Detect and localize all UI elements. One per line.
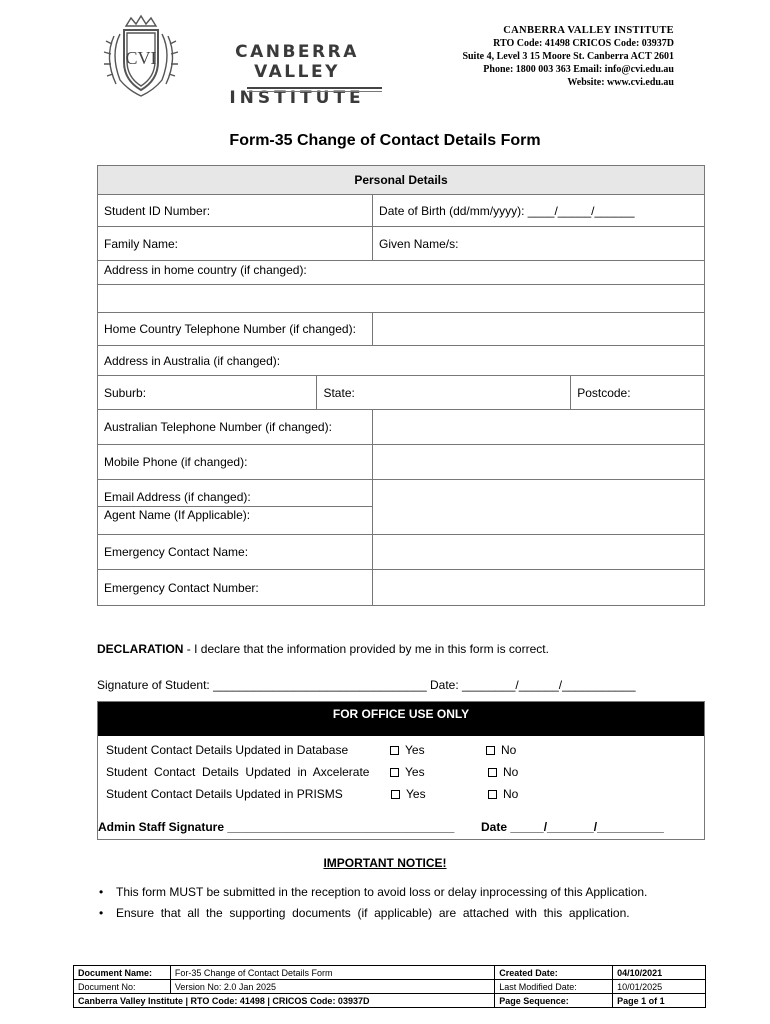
notice-item: • Ensure that all the supporting documents (if applicable) are attached with this application. bbox=[97, 903, 667, 924]
logo-line-1: CANBERRA VALLEY bbox=[235, 42, 359, 82]
home-address-field[interactable] bbox=[98, 285, 705, 313]
student-id-field[interactable]: Student ID Number: bbox=[98, 195, 373, 227]
australian-phone-field[interactable] bbox=[373, 410, 705, 445]
logo-line-2: INSTITUTE bbox=[229, 88, 365, 108]
mobile-phone-field[interactable] bbox=[373, 445, 705, 480]
footer-doc-no: Version No: 2.0 Jan 2025 bbox=[170, 980, 494, 994]
office-row-prisms-no[interactable]: No bbox=[488, 787, 518, 801]
institute-website: Website: www.cvi.edu.au bbox=[567, 77, 674, 88]
australian-phone-label: Australian Telephone Number (if changed): bbox=[98, 410, 373, 445]
document-footer-table bbox=[73, 965, 706, 1008]
home-phone-label: Home Country Telephone Number (if changed): bbox=[98, 313, 373, 346]
email-agent-field[interactable] bbox=[373, 480, 705, 535]
footer-modified-date: 10/01/2025 bbox=[613, 980, 706, 994]
state-field[interactable]: State: bbox=[317, 376, 571, 410]
emergency-contact-name-label: Emergency Contact Name: bbox=[98, 535, 373, 570]
office-row-database-yes[interactable]: Yes bbox=[390, 743, 425, 757]
footer-modified-label: Last Modified Date: bbox=[495, 980, 613, 994]
document-header bbox=[0, 8, 770, 108]
institute-phone-email: Phone: 1800 003 363 Email: info@cvi.edu.au bbox=[483, 64, 674, 75]
footer-created-date: 04/10/2021 bbox=[613, 966, 706, 980]
footer-created-label: Created Date: bbox=[495, 966, 613, 980]
office-row-prisms-label: Student Contact Details Updated in PRISMS bbox=[106, 787, 343, 801]
footer-institute-line: Canberra Valley Institute | RTO Code: 41498 | CRICOS Code: 03937D bbox=[74, 994, 495, 1008]
institute-logo-text bbox=[197, 42, 397, 108]
checkbox-icon[interactable] bbox=[390, 768, 399, 777]
footer-page-label: Page Sequence: bbox=[495, 994, 613, 1008]
family-name-field[interactable]: Family Name: bbox=[98, 227, 373, 261]
footer-page-sequence: Page 1 of 1 bbox=[613, 994, 706, 1008]
personal-details-table bbox=[97, 165, 705, 606]
australia-address-label: Address in Australia (if changed): bbox=[98, 346, 705, 376]
emergency-contact-name-field[interactable] bbox=[373, 535, 705, 570]
svg-text:CVI: CVI bbox=[125, 48, 157, 68]
checkbox-icon[interactable] bbox=[391, 790, 400, 799]
institute-codes: RTO Code: 41498 CRICOS Code: 03937D bbox=[493, 38, 674, 49]
checkbox-icon[interactable] bbox=[488, 790, 497, 799]
admin-date-line[interactable]: Date _____/_______/__________ bbox=[481, 820, 664, 834]
postcode-field[interactable]: Postcode: bbox=[571, 376, 705, 410]
agent-name-label: Agent Name (If Applicable): bbox=[98, 507, 373, 535]
institute-name: CANBERRA VALLEY INSTITUTE bbox=[503, 25, 674, 36]
footer-doc-name-label: Document Name: bbox=[74, 966, 171, 980]
office-row-axcelerate-no[interactable]: No bbox=[488, 765, 518, 779]
office-row-database-label: Student Contact Details Updated in Database bbox=[106, 743, 349, 757]
footer-doc-no-label: Document No: bbox=[74, 980, 171, 994]
home-phone-field[interactable] bbox=[373, 313, 705, 346]
cvi-crest-logo bbox=[96, 14, 186, 100]
emergency-contact-number-field[interactable] bbox=[373, 570, 705, 606]
office-row-database-no[interactable]: No bbox=[486, 743, 516, 757]
institute-address: Suite 4, Level 3 15 Moore St. Canberra ACT 2601 bbox=[462, 51, 674, 62]
home-address-label: Address in home country (if changed): bbox=[98, 261, 705, 285]
office-row-axcelerate-label: Student Contact Details Updated in Axcelerate bbox=[106, 765, 370, 779]
declaration-text: - I declare that the information provided by me in this form is correct. bbox=[183, 642, 549, 656]
date-of-birth-field[interactable]: Date of Birth (dd/mm/yyyy): ____/_____/______ bbox=[373, 195, 705, 227]
mobile-phone-label: Mobile Phone (if changed): bbox=[98, 445, 373, 480]
footer-doc-name: For-35 Change of Contact Details Form bbox=[170, 966, 494, 980]
form-title: Form-35 Change of Contact Details Form bbox=[229, 132, 541, 149]
admin-signature-line[interactable]: Admin Staff Signature __________________________________ bbox=[98, 820, 455, 834]
office-row-axcelerate-yes[interactable]: Yes bbox=[390, 765, 425, 779]
important-notice-list bbox=[97, 882, 667, 924]
personal-details-heading: Personal Details bbox=[98, 166, 705, 195]
suburb-field[interactable]: Suburb: bbox=[98, 376, 317, 410]
logo-underline-thin bbox=[247, 91, 382, 92]
checkbox-icon[interactable] bbox=[486, 746, 495, 755]
notice-item: • This form MUST be submitted in the reception to avoid loss or delay inprocessing of this Application. bbox=[97, 882, 667, 903]
declaration-label: DECLARATION bbox=[97, 642, 184, 656]
important-notice-title: IMPORTANT NOTICE! bbox=[323, 856, 447, 870]
given-names-field[interactable]: Given Name/s: bbox=[373, 227, 705, 261]
office-row-prisms-yes[interactable]: Yes bbox=[391, 787, 426, 801]
logo-underline bbox=[247, 87, 382, 89]
institute-contact-block bbox=[462, 24, 674, 89]
student-signature-line[interactable]: Signature of Student: ________________________________ Date: ________/______/___________ bbox=[97, 678, 636, 692]
email-label: Email Address (if changed): bbox=[98, 480, 373, 507]
emergency-contact-number-label: Emergency Contact Number: bbox=[98, 570, 373, 606]
office-use-heading: FOR OFFICE USE ONLY bbox=[98, 702, 704, 736]
checkbox-icon[interactable] bbox=[390, 746, 399, 755]
office-use-box bbox=[97, 701, 705, 840]
declaration bbox=[97, 642, 549, 656]
checkbox-icon[interactable] bbox=[488, 768, 497, 777]
